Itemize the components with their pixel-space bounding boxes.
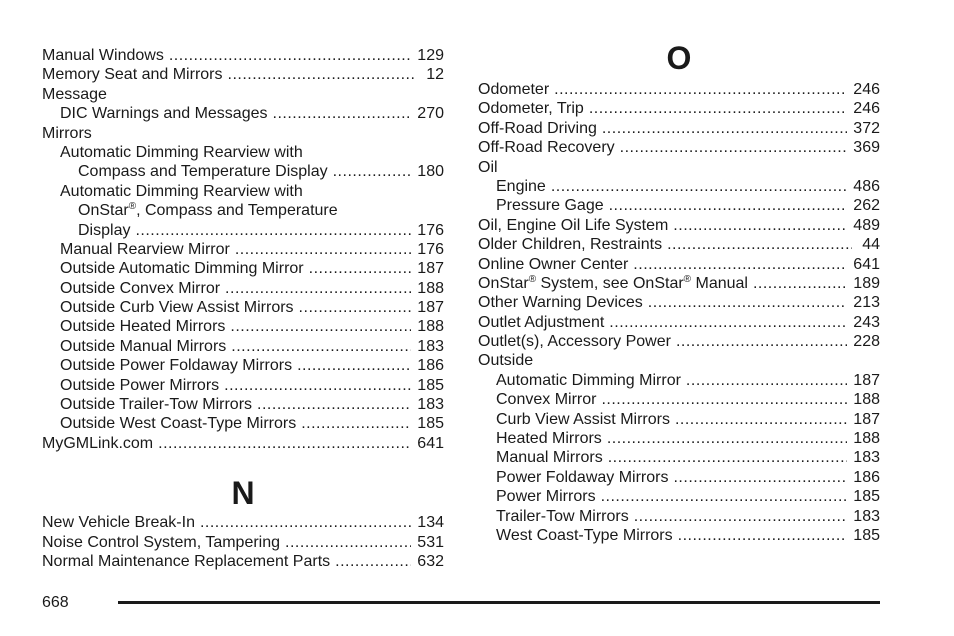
entry-term: Outside Manual Mirrors [60, 337, 227, 355]
dot-leader [333, 162, 412, 181]
index-entry-text [42, 85, 107, 104]
page-reference: 188 [853, 391, 880, 409]
entry-term: Manual Mirrors [496, 449, 603, 467]
index-entry [478, 216, 880, 235]
dot-leader [257, 395, 411, 414]
index-entry [478, 313, 880, 332]
entry-term: Convex Mirror [496, 391, 597, 409]
dot-leader [224, 376, 411, 395]
index-group-n [42, 513, 444, 571]
entry-term: Manual Windows [42, 47, 164, 64]
dot-leader [648, 293, 848, 312]
entry-term: Older Children, Restraints [478, 236, 663, 254]
index-entry [478, 80, 880, 99]
index-entry-text [78, 221, 130, 240]
index-entry [42, 104, 444, 123]
index-entry [478, 138, 880, 157]
index-entry [42, 356, 444, 375]
page-reference: 180 [417, 163, 444, 181]
dot-leader [554, 80, 847, 99]
dot-leader [607, 429, 847, 448]
dot-leader [753, 274, 847, 293]
page-reference: 12 [426, 66, 444, 84]
entry-term: Odometer [478, 81, 550, 98]
entry-term: Noise Control System, Tampering [42, 533, 281, 551]
entry-term: Oil, Engine Oil Life System [478, 216, 669, 234]
dot-leader [686, 371, 847, 390]
index-entry-text [42, 124, 92, 143]
index-entry [478, 429, 880, 448]
index-entry [478, 332, 880, 351]
index-entry [478, 177, 880, 196]
index-entry [478, 274, 880, 293]
index-entry-text [496, 390, 596, 409]
index-entry [478, 448, 880, 467]
index-entry-text [496, 448, 603, 467]
index-entry-text [60, 259, 304, 278]
index-entry [42, 201, 444, 220]
entry-term: Message [42, 85, 107, 103]
index-entry-text [42, 513, 195, 532]
dot-leader [673, 468, 847, 487]
index-entry-text [60, 104, 268, 123]
entry-term: Power Mirrors [496, 488, 596, 506]
dot-leader [609, 313, 847, 332]
index-entry [42, 46, 444, 65]
entry-term-continued: System, see OnStar [536, 274, 684, 292]
entry-term: Heated Mirrors [496, 430, 602, 448]
page-reference: 188 [417, 279, 444, 297]
index-entry-text [42, 65, 223, 84]
dot-leader [667, 235, 852, 254]
entry-term: Outside Automatic Dimming Mirror [60, 260, 304, 278]
index-entry [42, 434, 444, 453]
entry-term: Outside Power Mirrors [60, 376, 220, 394]
page-reference: 632 [417, 552, 444, 570]
section-letter-n: N [231, 475, 255, 512]
entry-term: West Coast-Type Mirrors [496, 526, 673, 544]
entry-term-continued: Manual [691, 274, 748, 292]
index-entry [478, 410, 880, 429]
index-entry [42, 85, 444, 104]
entry-term: Outside West Coast-Type Mirrors [60, 415, 297, 433]
index-entry-text [60, 395, 252, 414]
page-reference: 270 [417, 105, 444, 123]
index-entry-text [478, 158, 498, 177]
page-reference: 186 [417, 357, 444, 375]
index-entry [42, 513, 444, 532]
page-reference: 187 [417, 299, 444, 317]
dot-leader [601, 390, 847, 409]
index-entry [42, 124, 444, 143]
entry-term: Outside Power Foldaway Mirrors [60, 357, 293, 375]
index-entry [42, 414, 444, 433]
entry-term: Outside [478, 352, 534, 370]
entry-term: Oil [478, 158, 498, 176]
entry-term: New Vehicle Break-In [42, 514, 195, 532]
index-entry-text [478, 293, 643, 312]
index-entry-text [496, 371, 681, 390]
index-entry-text [478, 235, 662, 254]
entry-term: Compass and Temperature Display [78, 163, 328, 181]
page-reference: 531 [417, 533, 444, 551]
index-entry [42, 143, 444, 162]
page-reference: 134 [417, 514, 444, 532]
dot-leader [601, 487, 848, 506]
index-entry-text [496, 410, 670, 429]
index-entry-text [478, 255, 628, 274]
index-entry-text [478, 313, 604, 332]
page-reference: 246 [853, 100, 880, 118]
dot-leader [335, 552, 411, 571]
entry-term-continued: , Compass and Temperature [136, 202, 338, 220]
dot-leader [297, 356, 411, 375]
dot-leader [158, 434, 411, 453]
dot-leader [285, 533, 411, 552]
dot-leader [200, 513, 411, 532]
index-entry-text [42, 533, 280, 552]
dot-leader [678, 526, 848, 545]
dot-leader [309, 259, 412, 278]
page-reference: 486 [853, 177, 880, 195]
page-reference: 185 [417, 376, 444, 394]
entry-term: Mirrors [42, 124, 92, 142]
index-entry-text [478, 351, 533, 370]
dot-leader [169, 46, 411, 65]
index-entry-text [42, 434, 153, 453]
entry-term: Engine [496, 177, 546, 195]
index-entry [42, 259, 444, 278]
dot-leader [225, 279, 411, 298]
page-reference: 188 [417, 318, 444, 336]
dot-leader [231, 337, 411, 356]
index-entry-text [60, 298, 294, 317]
entry-term: DIC Warnings and Messages [60, 105, 268, 123]
index-entry [42, 533, 444, 552]
page-reference: 243 [853, 313, 880, 331]
page-reference: 44 [862, 236, 880, 254]
index-entry-text [496, 507, 629, 526]
dot-leader [602, 119, 847, 138]
dot-leader [551, 177, 847, 196]
page-reference: 185 [853, 526, 880, 544]
dot-leader [230, 317, 411, 336]
index-entry [478, 351, 880, 370]
entry-term: OnStar [78, 202, 129, 220]
dot-leader [620, 138, 848, 157]
index-entry [478, 526, 880, 545]
index-entry [42, 317, 444, 336]
index-entry-text [496, 487, 596, 506]
index-entry-text [478, 119, 597, 138]
entry-term: Memory Seat and Mirrors [42, 66, 223, 84]
index-group-o [478, 80, 880, 545]
index-column-right [478, 40, 880, 545]
index-column-left [42, 46, 444, 571]
page-reference: 489 [853, 216, 880, 234]
dot-leader [589, 99, 847, 118]
index-entry-text [60, 143, 303, 162]
entry-term: Automatic Dimming Rearview with [60, 182, 303, 200]
entry-term: Off-Road Driving [478, 119, 597, 137]
index-entry [478, 158, 880, 177]
index-entry-text [478, 80, 549, 99]
entry-term: MyGMLink.com [42, 434, 154, 452]
page-reference: 262 [853, 197, 880, 215]
index-entry-text [60, 337, 226, 356]
index-entry [42, 162, 444, 181]
index-entry-text [60, 376, 219, 395]
index-entry [478, 255, 880, 274]
page-reference: 372 [853, 119, 880, 137]
index-entry [42, 279, 444, 298]
index-entry-text [78, 201, 338, 220]
index-entry-text [42, 552, 330, 571]
page-reference: 183 [417, 337, 444, 355]
page-reference: 187 [853, 410, 880, 428]
index-entry [42, 298, 444, 317]
entry-term: Outside Trailer-Tow Mirrors [60, 396, 253, 414]
page-reference: 213 [853, 294, 880, 312]
entry-term: Outlet Adjustment [478, 313, 605, 331]
registered-mark: ® [528, 273, 537, 285]
entry-term: Manual Rearview Mirror [60, 240, 230, 258]
index-entry-text [478, 99, 584, 118]
section-letter-o: O [666, 40, 692, 76]
entry-term: Automatic Dimming Mirror [496, 371, 681, 389]
index-entry [478, 235, 880, 254]
page-reference: 187 [417, 260, 444, 278]
page-reference: 641 [417, 434, 444, 452]
index-entry [42, 395, 444, 414]
dot-leader [608, 448, 848, 467]
dot-leader [673, 216, 847, 235]
dot-leader [634, 507, 848, 526]
index-entry-text [478, 274, 748, 293]
entry-term: Pressure Gage [496, 197, 604, 215]
index-entry-text [478, 138, 615, 157]
index-group-m [42, 46, 444, 453]
index-entry-text [60, 317, 225, 336]
page-reference: 246 [853, 81, 880, 98]
entry-term: Outside Heated Mirrors [60, 318, 226, 336]
dot-leader [609, 196, 848, 215]
index-entry [42, 240, 444, 259]
page-number: 668 [42, 594, 69, 611]
index-entry-text [60, 240, 230, 259]
page-reference: 183 [853, 449, 880, 467]
index-entry [478, 468, 880, 487]
page-reference: 183 [853, 507, 880, 525]
page-reference: 185 [417, 415, 444, 433]
page-reference: 188 [853, 430, 880, 448]
entry-term: OnStar [478, 274, 529, 292]
index-entry-text [60, 279, 220, 298]
index-entry [42, 65, 444, 84]
page-reference: 189 [853, 274, 880, 292]
page-reference: 641 [853, 255, 880, 273]
entry-term: Normal Maintenance Replacement Parts [42, 552, 331, 570]
registered-mark: ® [683, 273, 692, 285]
dot-leader [228, 65, 417, 84]
index-entry [42, 221, 444, 240]
entry-term: Display [78, 221, 131, 239]
index-entry-text [496, 468, 668, 487]
dot-leader [273, 104, 412, 123]
page-reference: 129 [417, 47, 444, 64]
entry-term: Curb View Assist Mirrors [496, 410, 670, 428]
entry-term: Outside Convex Mirror [60, 279, 221, 297]
index-entry [478, 196, 880, 215]
index-entry-text [478, 332, 671, 351]
footer-rule [118, 601, 880, 604]
dot-leader [299, 298, 412, 317]
index-entry [478, 507, 880, 526]
dot-leader [676, 332, 847, 351]
entry-term: Online Owner Center [478, 255, 629, 273]
dot-leader [135, 221, 411, 240]
index-entry-text [496, 429, 602, 448]
entry-term: Odometer, Trip [478, 100, 584, 118]
entry-term: Trailer-Tow Mirrors [496, 507, 629, 525]
entry-term: Power Foldaway Mirrors [496, 468, 669, 486]
page-reference: 228 [853, 333, 880, 351]
index-entry [42, 182, 444, 201]
page-reference: 176 [417, 221, 444, 239]
index-entry-text [496, 177, 546, 196]
dot-leader [301, 414, 411, 433]
page-reference: 183 [417, 396, 444, 414]
index-entry-text [496, 196, 604, 215]
registered-mark: ® [128, 201, 137, 213]
index-entry [42, 376, 444, 395]
index-entry-text [78, 162, 328, 181]
index-entry-text [60, 182, 303, 201]
dot-leader [633, 255, 847, 274]
entry-term: Other Warning Devices [478, 294, 643, 312]
entry-term: Outlet(s), Accessory Power [478, 333, 671, 351]
index-entry-text [60, 356, 292, 375]
index-entry [42, 337, 444, 356]
dot-leader [235, 240, 411, 259]
page-reference: 176 [417, 240, 444, 258]
index-entry [478, 293, 880, 312]
entry-term: Off-Road Recovery [478, 139, 615, 157]
page-reference: 185 [853, 488, 880, 506]
dot-leader [675, 410, 847, 429]
page-reference: 187 [853, 371, 880, 389]
index-entry [478, 99, 880, 118]
index-entry [42, 552, 444, 571]
index-entry-text [478, 216, 668, 235]
entry-term: Outside Curb View Assist Mirrors [60, 299, 294, 317]
index-entry-text [60, 414, 296, 433]
index-entry-text [496, 526, 673, 545]
index-entry-text [42, 46, 164, 65]
index-entry [478, 390, 880, 409]
index-entry [478, 371, 880, 390]
page-reference: 186 [853, 468, 880, 486]
entry-term: Automatic Dimming Rearview with [60, 143, 303, 161]
page-reference: 369 [853, 139, 880, 157]
index-entry [478, 119, 880, 138]
index-entry [478, 487, 880, 506]
